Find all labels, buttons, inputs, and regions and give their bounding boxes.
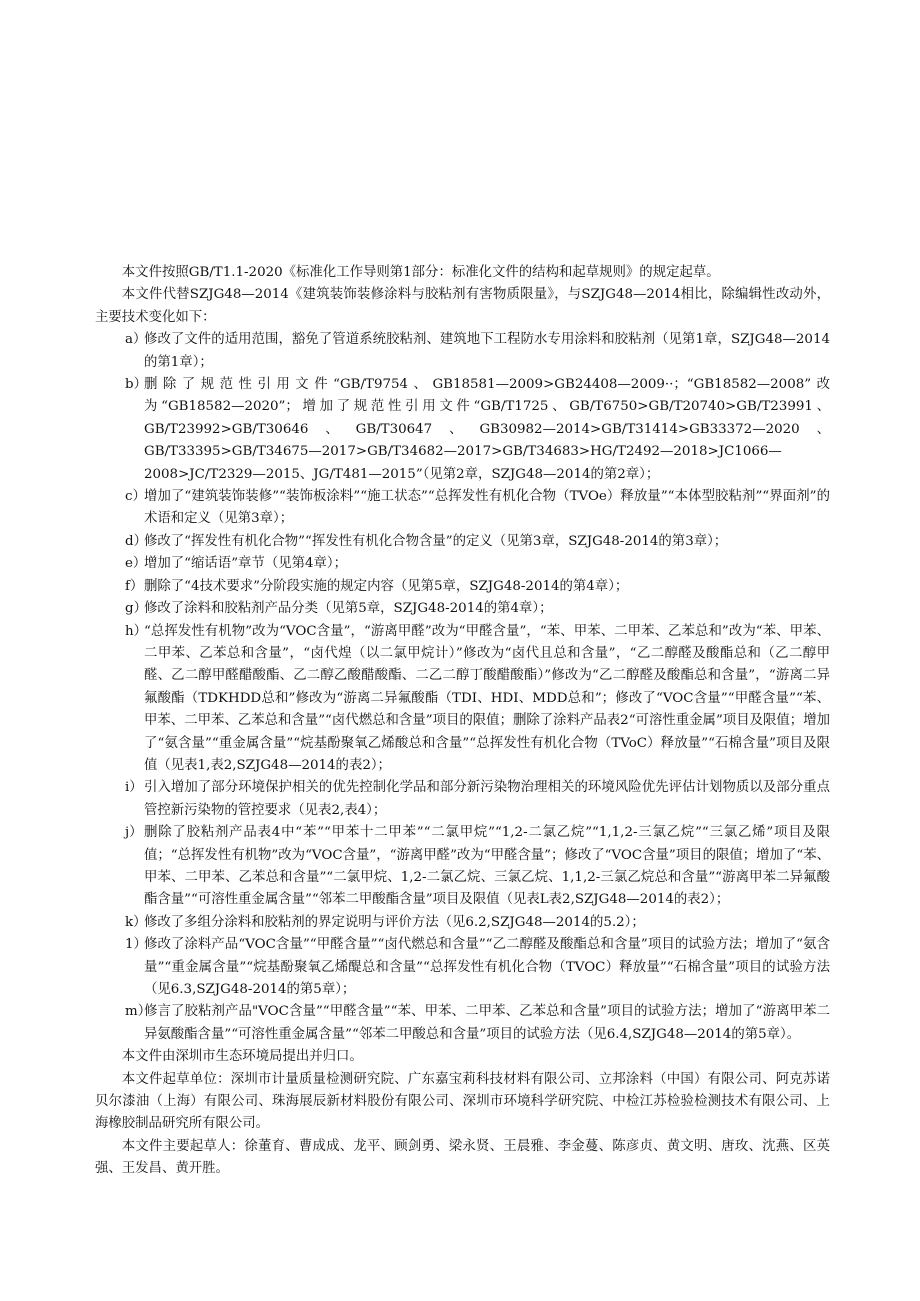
change-item-k [95, 912, 830, 934]
change-item-marker: c） [125, 489, 146, 505]
change-item-marker: h） [125, 623, 148, 639]
change-item-a [95, 329, 830, 374]
technical-changes-list [95, 329, 830, 1046]
change-item-j [95, 822, 830, 912]
closing-paragraph-proposer: 本文件由深圳市生态环境局提出并归口。 [121, 1049, 363, 1065]
closing-paragraph-drafting-units: 本文件起草单位：深圳市计量质量检测研究院、广东嘉宝莉科技材料有限公司、立邦涂料（中国）有限公司、阿克苏诺贝尔漆油（上海）有限公司、珠海展辰新材料股份有限公司、深圳市环境科学研究院、中检江苏检验检测技术有限公司、上海橡胶制品研究所有限公司。 [95, 1071, 830, 1132]
foreword-body [95, 262, 830, 1181]
intro-paragraph-drafting-rules: 本文件按照GB/T1.1-2020《标准化工作导则第1部分：标准化文件的结构和起草规则》的规定起草。 [121, 265, 720, 280]
change-item-text: 修改了涂料和胶粘剂产品分类（见第5章，SZJG48-2014的第4章）； [144, 601, 553, 617]
change-item-text: 引入增加了部分环境保护相关的优先控制化学品和部分新污染物治理相关的环境风险优先评估计划物质以及部分重点管控新污染物的管控要求（见表2,表4）； [144, 780, 830, 818]
change-item-marker: d） [125, 533, 147, 549]
change-item-marker: e） [125, 556, 147, 572]
change-item-marker: i） [125, 780, 143, 796]
change-item-text: 删除了“4技术要求”分阶段实施的规定内容（见第5章，SZJG48-2014的第4章）； [144, 578, 629, 594]
change-item-text: 修改了“挥发性有机化合物”“挥发性有机化合物含量”的定义（见第3章，SZJG48-2014的第3章）； [144, 533, 728, 549]
change-item-marker: m） [125, 1004, 152, 1020]
change-item-d [95, 531, 830, 553]
change-item-marker: 1） [125, 937, 147, 953]
change-item-marker: j） [125, 825, 143, 841]
change-item-e [95, 553, 830, 575]
change-item-marker: f） [125, 578, 144, 594]
change-item-text: 修言了胶粘剂产品"VOC含量”“甲醛含量”“苯、甲苯、二甲苯、乙苯总和含量”项目的试验方法；增加了“游离甲苯二异氨酸酯含量”“可溶性重金属含量”“邻苯二甲酸总和含量”项目的试验方法（见6.4,SZJG48—2014的第5章）。 [144, 1004, 830, 1042]
change-item-text: “总挥发性有机物”改为“VOC含量”，“游离甲醛”改为“甲醛含量”，“苯、甲苯、二甲苯、乙苯总和”改为“苯、甲苯、二甲苯、乙苯总和含量”，“卤代煌（以二氯甲烷计）”修改为“卤代且总和含量”，“乙二醇醛及酸酯总和（乙二醇甲醛、乙二醇甲醛醋酸酯、乙二醇乙酸醋酸酯、二乙二醇丁酸醋酸酯）”修改为“乙二醇醛及酸酯总和含量”，“游离二异氟酸酯（TDKHDD总和”修改为“游离二异氟酸酯（TDI、HDI、MDD总和”；修改了“VOC含量”“甲醛含量”“苯、甲苯、二甲苯、乙苯总和含量”“卤代燃总和含量”项目的限值；删除了涂料产品表2“可溶性重金属”项目及限值；增加了“氨含量”“重金属含量”“烷基酚聚氧乙烯酸总和含量”“总挥发性有机化合物（TVoC）释放量”“石棉含量”项目及限值（见表1,表2,SZJG48—2014的表2）； [144, 623, 830, 773]
change-item-h [95, 621, 830, 778]
change-item-text: 修改了涂料产品“VOC含量”“甲醛含量”“卤代燃总和含量”“乙二醇醛及酸酯总和含量”项目的试验方法；增加了“氨含量”“重金属含量”“烷基酚聚氧乙烯醍总和含量”“总挥发性有机化合物（TVOC）释放量”“石棉含量”项目的试验方法（见6.3,SZJG48-2014的第5章）； [144, 937, 830, 997]
change-item-f [95, 576, 830, 598]
change-item-m [95, 1001, 830, 1046]
change-item-text: 修改了文件的适用范围，豁免了管道系统胶粘剂、建筑地下工程防水专用涂料和胶粘剂（见第1章，SZJG48—2014的第1章）； [144, 332, 830, 370]
change-item-marker: a） [125, 332, 147, 348]
intro-paragraph-replacement: 本文件代替SZJG48—2014《建筑装饰装修涂料与胶粘剂有害物质限量》，与SZJG48—2014相比，除编辑性改动外，主要技术变化如下： [95, 287, 830, 325]
change-item-text: 增加了“建筑装饰装修”“装饰板涂料”“施工状态”“总挥发性有机化合物（TVOe）释放量”“本体型胶粘剂”“界面剂”的术语和定义（见第3章）； [144, 489, 830, 527]
change-item-text: 修改了多组分涂料和胶粘剂的界定说明与评价方法（见6.2,SZJG48—2014的5.2）； [144, 914, 645, 930]
change-item-g [95, 598, 830, 620]
closing-paragraph-drafters: 本文件主要起草人：徐董育、曹成成、龙平、顾剑勇、梁永贤、王晨雅、李金蔓、陈彦贞、黄文明、唐玫、沈燕、区英强、王发昌、黄开胜。 [95, 1138, 830, 1177]
change-item-marker: b） [125, 377, 147, 393]
change-item-text: 删除了胶粘剂产品表4中“苯”“甲苯十二甲苯”“二氯甲烷”“1,2-二氯乙烷”“1,1,2-三氯乙烷”“三氯乙烯”项目及限值；“总挥发性有机物”改为“VOC含量”，“游离甲醛”改为“甲醛含量”；修改了“VOC含量”项目的限值；增加了“苯、甲苯、二甲苯、乙苯总和含量”“二氯甲烷、1,2-二氯乙烷、三氯乙烷、1,1,2-三氯乙烷总和含量”“游离甲苯二异氟酸酯含量”“可溶性重金属含量”“邻苯二甲酸酯含量”项目及限值（见表L表2,SZJG48—2014的表2）； [144, 825, 830, 908]
change-item-l [95, 934, 830, 1001]
change-item-marker: g） [125, 601, 147, 617]
change-item-i [95, 777, 830, 822]
change-item-text: 删除了规范性引用文件“GB/T9754、GB18581—2009>GB24408—2009··；“GB18582—2008”改为“GB18582—2020”；增加了规范性引用文件“GB/T1725、GB/T6750>GB/T20740>GB/T23991、GB/T23992>GB/T30646、GB/T30647、GB30982—2014>GB/T31414>GB33372—2020、GB/T33395>GB/T34675—2017>GB/T34682—2017>GB/T34683>HG/T2492—2018>JC1066—2008>JC/T2329—2015、JG/T481—2015”（见第2章，SZJG48—2014的第2章）； [144, 377, 830, 482]
change-item-c [95, 486, 830, 531]
change-item-text: 增加了“缩话语”章节（见第4章）； [144, 556, 347, 572]
change-item-marker: k） [125, 914, 147, 930]
change-item-b [95, 374, 830, 486]
